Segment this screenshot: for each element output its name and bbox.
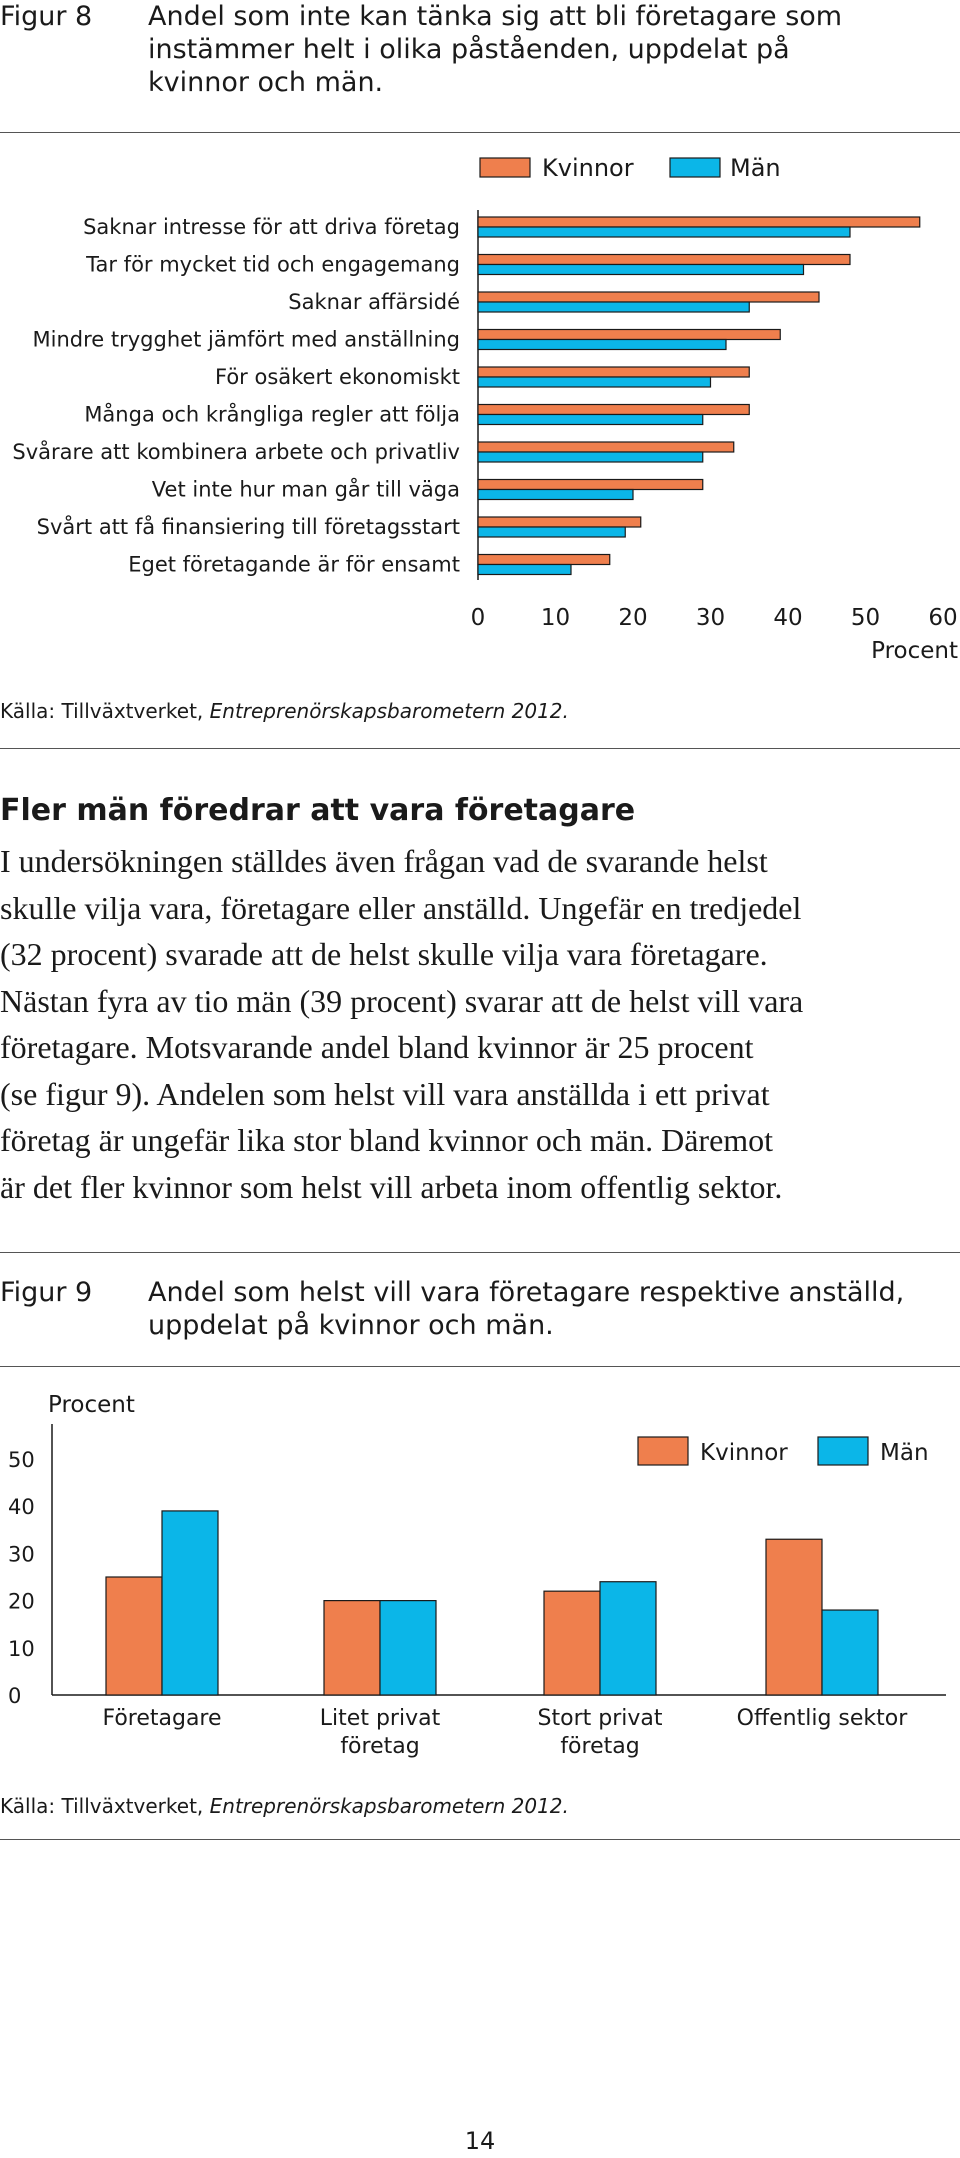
category-label: För osäkert ekonomiskt: [215, 365, 460, 389]
y-tick-label: 10: [8, 1636, 35, 1661]
category-label: Mindre trygghet jämfört med anställning: [32, 327, 460, 352]
bar-man: [478, 452, 703, 462]
bar-kvinnor: [478, 480, 703, 490]
paragraph-line: Nästan fyra av tio män (39 procent) svarar att de helst vill vara: [0, 982, 804, 1019]
bar-man: [822, 1610, 878, 1695]
bar-kvinnor: [106, 1577, 162, 1695]
bar-kvinnor: [478, 292, 819, 302]
category-label: Litet privat: [319, 1706, 441, 1731]
category-label: Saknar intresse för att driva företag: [83, 215, 460, 239]
figure8-source: [0, 699, 569, 723]
x-tick-label: 40: [773, 605, 803, 631]
figure8-title-line: instämmer helt i olika påståenden, uppdelat på: [148, 34, 790, 65]
x-tick-label: 50: [850, 605, 881, 631]
category-label: företag: [340, 1734, 420, 1759]
bar-man: [478, 377, 711, 387]
x-tick-label: 60: [928, 605, 958, 631]
legend-label-man: Män: [880, 1440, 929, 1466]
legend-label-kvinnor: Kvinnor: [542, 154, 634, 182]
bar-man: [478, 527, 625, 537]
y-axis-title: Procent: [48, 1392, 135, 1418]
section-heading: Fler män föredrar att vara företagare: [0, 793, 636, 828]
category-label: Offentlig sektor: [736, 1706, 908, 1731]
y-tick-label: 40: [8, 1495, 35, 1520]
bar-kvinnor: [478, 255, 850, 265]
paragraph-line: är det fler kvinnor som helst vill arbeta inom offentlig sektor.: [0, 1168, 783, 1205]
x-tick-label: 0: [470, 605, 486, 631]
paragraph-line: (32 procent) svarade att de helst skulle vilja vara företagare.: [0, 936, 768, 972]
bar-man: [478, 227, 850, 237]
bar-kvinnor: [478, 330, 780, 340]
figure8-title-line: Andel som inte kan tänka sig att bli företagare som: [148, 1, 843, 32]
category-label: Företagare: [102, 1706, 222, 1731]
figure8-source-prefix: Källa: Tillväxtverket,: [0, 699, 210, 723]
legend-swatch-man: [670, 158, 720, 177]
figure9-mid-rule: [0, 1366, 960, 1367]
figure9-bottom-rule: [0, 1839, 960, 1840]
bar-kvinnor: [766, 1539, 822, 1695]
figure9-source-prefix: Källa: Tillväxtverket,: [0, 1794, 210, 1818]
legend-label-kvinnor: Kvinnor: [700, 1440, 788, 1466]
section-paragraph: [0, 838, 958, 1210]
figure9-source: [0, 1794, 569, 1818]
legend-label-man: Män: [730, 154, 781, 182]
figure8-bottom-rule: [0, 748, 960, 749]
figure9-title-line: uppdelat på kvinnor och män.: [148, 1310, 554, 1341]
figure9-label: Figur 9: [0, 1277, 93, 1308]
paragraph-line: företag är ungefär lika stor bland kvinnor och män. Däremot: [0, 1122, 774, 1158]
chart2-legend: [638, 1437, 929, 1466]
legend-swatch-kvinnor: [480, 158, 530, 177]
paragraph-line: (se figur 9). Andelen som helst vill vara anställda i ett privat: [0, 1075, 770, 1112]
bar-kvinnor: [324, 1601, 380, 1695]
bar-man: [478, 340, 726, 350]
bar-man: [478, 302, 749, 312]
category-label: företag: [560, 1734, 640, 1759]
bar-kvinnor: [478, 555, 610, 565]
chart1-legend: [480, 154, 781, 182]
paragraph-line: företagare. Motsvarande andel bland kvinnor är 25 procent: [0, 1029, 754, 1065]
bar-man: [380, 1601, 436, 1695]
bar-kvinnor: [478, 442, 734, 452]
category-label: Tar för mycket tid och engagemang: [86, 252, 460, 277]
figure9-source-title: Entreprenörskapsbarometern 2012.: [209, 1794, 569, 1818]
category-label: Svårt att få finansiering till företagsstart: [36, 515, 460, 539]
category-label: Vet inte hur man går till väga: [151, 477, 460, 502]
category-label: Många och krångliga regler att följa: [84, 402, 460, 427]
bar-kvinnor: [478, 367, 749, 377]
figure8-top-rule: [0, 132, 960, 133]
paragraph-line: skulle vilja vara, företagare eller anställd. Ungefär en tredjedel: [0, 889, 802, 926]
category-label: Saknar affärsidé: [288, 290, 460, 314]
bar-man: [600, 1582, 656, 1695]
page-number: 14: [464, 2127, 496, 2155]
y-tick-label: 0: [8, 1684, 22, 1708]
bar-kvinnor: [478, 217, 920, 227]
figure8-horizontal-bar-chart: [0, 140, 960, 670]
figure8-title-line: kvinnor och män.: [148, 67, 384, 98]
y-tick-label: 50: [8, 1448, 35, 1472]
figure9-top-rule: [0, 1252, 960, 1253]
figure9-title-line: Andel som helst vill vara företagare respektive anställd,: [148, 1277, 905, 1308]
legend-swatch-kvinnor: [638, 1437, 688, 1465]
bar-kvinnor: [478, 517, 641, 527]
bar-man: [478, 565, 571, 575]
category-label: Eget företagande är för ensamt: [128, 552, 460, 577]
y-tick-label: 30: [8, 1542, 35, 1567]
legend-swatch-man: [818, 1437, 868, 1465]
figure8-title: [148, 0, 948, 99]
category-label: Stort privat: [537, 1706, 663, 1731]
paragraph-line: I undersökningen ställdes även frågan vad de svarande helst: [0, 843, 768, 879]
category-label: Svårare att kombinera arbete och privatliv: [12, 440, 460, 464]
bar-man: [478, 415, 703, 425]
figure8-label: Figur 8: [0, 1, 93, 32]
figure9-vertical-bar-chart: [0, 1370, 960, 1770]
bar-kvinnor: [544, 1591, 600, 1695]
bar-man: [478, 265, 804, 275]
x-tick-label: 20: [618, 605, 648, 631]
figure8-source-title: Entreprenörskapsbarometern 2012.: [209, 699, 569, 723]
figure9-title: [148, 1276, 948, 1342]
bar-man: [478, 490, 633, 500]
bar-man: [162, 1511, 218, 1695]
bar-kvinnor: [478, 405, 749, 415]
y-tick-label: 20: [8, 1589, 35, 1614]
x-tick-label: 10: [540, 605, 571, 631]
x-axis-title: Procent: [871, 638, 958, 664]
x-tick-label: 30: [695, 605, 726, 631]
